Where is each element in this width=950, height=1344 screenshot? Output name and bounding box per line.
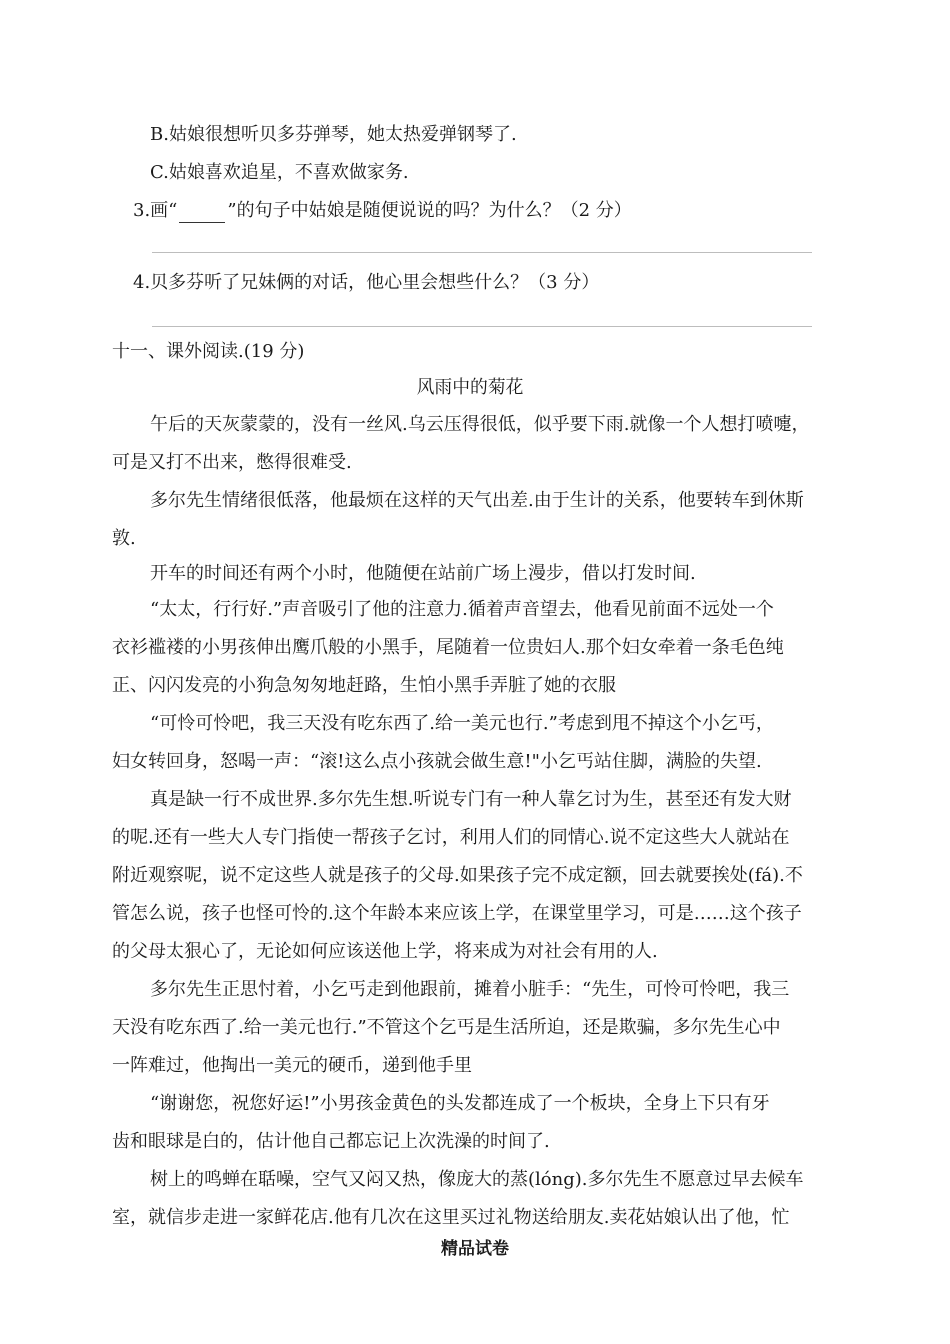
passage-line: 敦.	[112, 528, 136, 549]
question-3-prefix: 3.画“	[133, 200, 178, 221]
passage-line: 正、闪闪发亮的小狗急匆匆地赶路，生怕小黑手弄脏了她的衣服	[112, 675, 616, 696]
answer-blank	[179, 204, 225, 223]
passage-line: 室，就信步走进一家鲜花店.他有几次在这里买过礼物送给朋友.卖花姑娘认出了他，忙	[112, 1207, 790, 1228]
passage-line: “太太，行行好.”声音吸引了他的注意力.循着声音望去，他看见前面不远处一个	[150, 599, 774, 620]
section-heading: 十一、课外阅读.(19 分)	[112, 341, 305, 362]
passage-line: 开车的时间还有两个小时，他随便在站前广场上漫步，借以打发时间.	[150, 563, 696, 584]
answer-line-q3	[152, 252, 812, 253]
passage-line: 管怎么说，孩子也怪可怜的.这个年龄本来应该上学，在课堂里学习，可是……这个孩子	[112, 903, 802, 924]
question-option-c: C.姑娘喜欢追星，不喜欢做家务.	[150, 162, 409, 183]
passage-line: 真是缺一行不成世界.多尔先生想.听说专门有一种人靠乞讨为生，甚至还有发大财	[150, 789, 792, 810]
question-3-suffix: ”的句子中姑娘是随便说说的吗？为什么？（2 分）	[227, 200, 632, 221]
passage-line: “谢谢您，祝您好运!”小男孩金黄色的头发都连成了一个板块，全身上下只有牙	[150, 1093, 770, 1114]
passage-line: 一阵难过，他掏出一美元的硬币，递到他手里	[112, 1055, 472, 1076]
passage-line: “可怜可怜吧，我三天没有吃东西了.给一美元也行.”考虑到甩不掉这个小乞丐，	[150, 713, 774, 734]
passage-line: 天没有吃东西了.给一美元也行.”不管这个乞丐是生活所迫，还是欺骗，多尔先生心中	[112, 1017, 781, 1038]
passage-line: 的父母太狠心了，无论如何应该送他上学，将来成为对社会有用的人.	[112, 941, 658, 962]
story-title: 风雨中的菊花	[416, 377, 524, 398]
passage-line: 衣衫褴褛的小男孩伸出鹰爪般的小黑手，尾随着一位贵妇人.那个妇女牵着一条毛色纯	[112, 637, 784, 658]
passage-line: 的呢.还有一些大人专门指使一帮孩子乞讨，利用人们的同情心.说不定这些大人就站在	[112, 827, 790, 848]
passage-line: 午后的天灰蒙蒙的，没有一丝风.乌云压得很低，似乎要下雨.就像一个人想打喷嚏，	[150, 414, 810, 435]
passage-line: 齿和眼球是白的，估计他自己都忘记上次洗澡的时间了.	[112, 1131, 550, 1152]
question-3	[133, 199, 632, 223]
passage-line: 树上的鸣蝉在聒噪，空气又闷又热，像庞大的蒸(lóng).多尔先生不愿意过早去候车	[150, 1169, 804, 1190]
page-footer: 精品试卷	[441, 1239, 509, 1259]
answer-line-q4	[152, 326, 812, 327]
question-option-b: B.姑娘很想听贝多芬弹琴，她太热爱弹钢琴了.	[150, 124, 517, 145]
passage-line: 多尔先生情绪很低落，他最烦在这样的天气出差.由于生计的关系，他要转车到休斯	[150, 490, 804, 511]
passage-line: 妇女转回身，怒喝一声：“滚!这么点小孩就会做生意!"小乞丐站住脚，满脸的失望.	[112, 751, 762, 772]
question-4: 4.贝多芬听了兄妹俩的对话，他心里会想些什么？（3 分）	[133, 272, 600, 293]
passage-line: 可是又打不出来，憋得很难受.	[112, 452, 352, 473]
passage-line: 附近观察呢，说不定这些人就是孩子的父母.如果孩子完不成定额，回去就要挨处(fá).不	[112, 865, 803, 886]
passage-line: 多尔先生正思忖着，小乞丐走到他跟前，摊着小脏手：“先生，可怜可怜吧，我三	[150, 979, 790, 1000]
